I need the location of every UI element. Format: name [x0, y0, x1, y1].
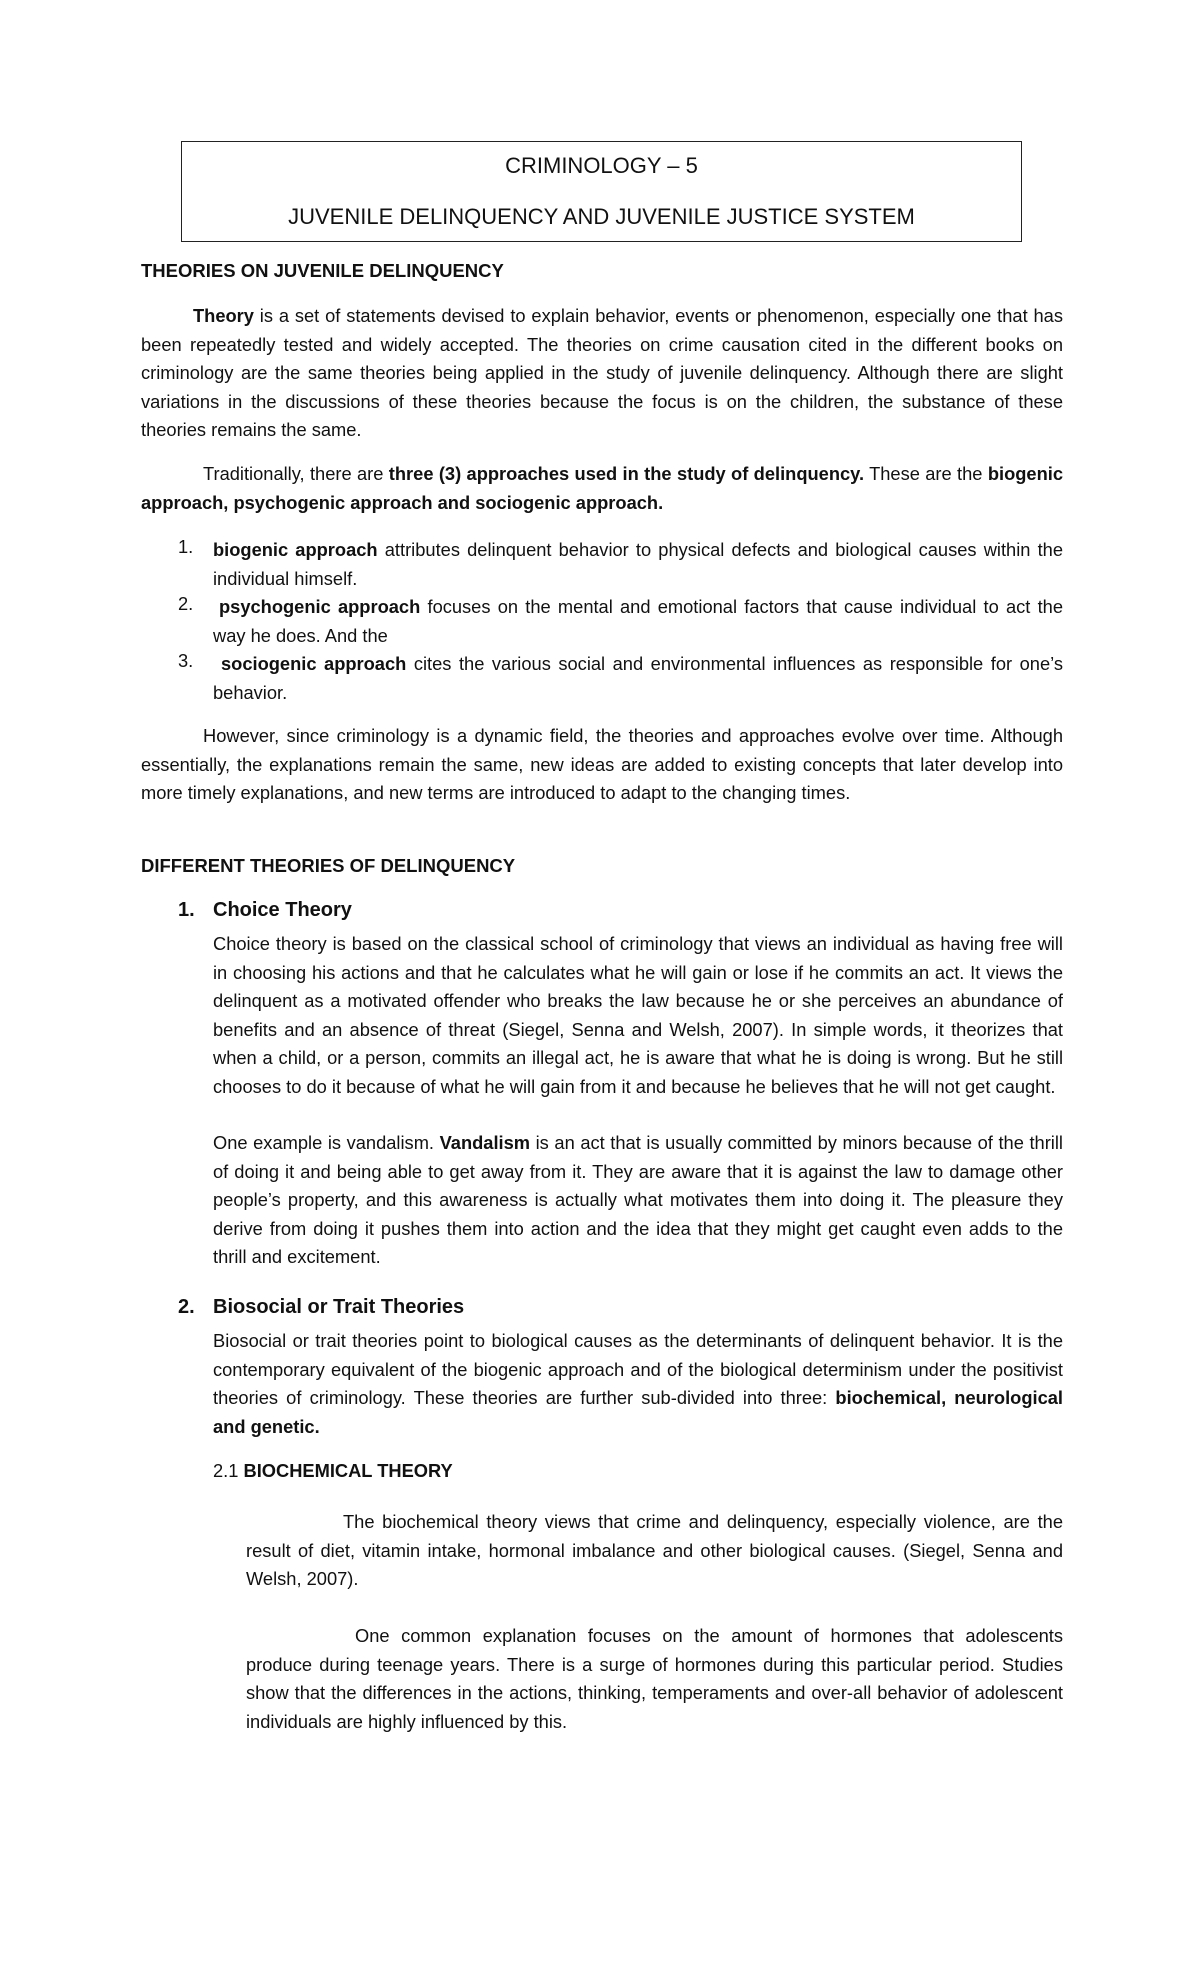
biochemical-subheading	[213, 1460, 453, 1482]
approaches-count: three (3) approaches used in the study of delinquency.	[388, 463, 865, 484]
biogenic-term: biogenic approach	[213, 539, 378, 560]
list-item-biogenic	[213, 536, 1063, 593]
approaches-connector: These are the	[864, 463, 988, 484]
biogenic-text: attributes delinquent behavior to physical defects and biological causes within the individual himself.	[213, 539, 1063, 589]
psychogenic-term: psychogenic approach	[219, 596, 421, 617]
biochemical-title: BIOCHEMICAL THEORY	[243, 1460, 453, 1481]
list-number-3: 3.	[178, 650, 194, 671]
approaches-paragraph	[141, 460, 1063, 517]
vandalism-paragraph	[213, 1129, 1063, 1272]
theory-term: Theory	[193, 305, 254, 326]
section-heading-theories: THEORIES ON JUVENILE DELINQUENCY	[141, 260, 504, 281]
biosocial-theory-title: Biosocial or Trait Theories	[213, 1296, 465, 1318]
sociogenic-text: cites the various social and environmental influences as responsible for one’s behavior.	[213, 653, 1063, 703]
approaches-intro: Traditionally, there are	[203, 463, 389, 484]
choice-theory-paragraph: Choice theory is based on the classical school of criminology that views an individual as having free will in choosing his actions and that he calculates what he will gain or lose if he commits an act. It views the delinquent as a motivated offender who breaks the law because he or she perceives an abundance of benefits and an absence of threat (Siegel, Senna and Welsh, 2007). In simple words, it theorizes that when a child, or a person, commits an illegal act, he is aware that what he is doing is wrong. But he still chooses to do it because of what he will gain from it and because he believes that he will not get caught.	[213, 933, 1063, 1097]
vandalism-intro: One example is vandalism.	[213, 1132, 440, 1153]
biosocial-subtypes: biochemical, neurological and genetic.	[213, 1387, 1063, 1437]
title-box	[181, 141, 1022, 242]
biosocial-theory-number: 2.	[178, 1296, 195, 1318]
sociogenic-term: sociogenic approach	[221, 653, 407, 674]
section-heading-different-theories: DIFFERENT THEORIES OF DELINQUENCY	[141, 855, 516, 876]
biosocial-paragraph	[213, 1327, 1063, 1441]
biochemical-number: 2.1	[213, 1460, 244, 1481]
hormones-paragraph: One common explanation focuses on the amount of hormones that adolescents produce during teenage years. There is a surge of hormones during this particular period. Studies show that the differences in the actions, thinking, temperaments and over-all behavior of adolescent individuals are highly influenced by this.	[246, 1625, 1063, 1732]
biosocial-text: Biosocial or trait theories point to biological causes as the determinants of delinquent behavior. It is the contemporary equivalent of the biogenic approach and of the biological determinism under the positivist theories of criminology. These theories are further sub-divided into three:	[213, 1330, 1063, 1408]
course-title: CRIMINOLOGY – 5	[505, 153, 698, 178]
list-item-psychogenic	[213, 593, 1063, 650]
list-item-sociogenic	[213, 650, 1063, 707]
theory-definition-paragraph	[141, 302, 1063, 445]
list-number-2: 2.	[178, 593, 194, 614]
biochemical-paragraph: The biochemical theory views that crime and delinquency, especially violence, are the result of diet, vitamin intake, hormonal imbalance and other biological causes. (Siegel, Senna and Welsh, 2007).	[246, 1511, 1063, 1589]
vandalism-term: Vandalism	[439, 1132, 531, 1153]
theory-definition-text: is a set of statements devised to explain behavior, events or phenomenon, especially one that has been repeatedly tested and widely accepted. The theories on crime causation cited in the different books on criminology are the same theories being applied in the study of juvenile delinquency. Although there are slight variations in the discussions of these theories because the focus is on the children, the substance of these theories remains the same.	[141, 305, 1063, 440]
dynamic-field-paragraph: However, since criminology is a dynamic field, the theories and approaches evolve over time. Although essentially, the explanations remain the same, new ideas are added to existing concepts that later develop into more timely explanations, and new terms are introduced to adapt to the changing times.	[141, 725, 1063, 803]
psychogenic-text: focuses on the mental and emotional factors that cause individual to act the way he does. And the	[213, 596, 1063, 646]
choice-theory-title: Choice Theory	[213, 899, 352, 921]
choice-theory-number: 1.	[178, 899, 195, 921]
approaches-names: biogenic approach, psychogenic approach and sociogenic approach.	[141, 463, 1063, 513]
vandalism-text: is an act that is usually committed by minors because of the thrill of doing it and being able to get away from it. They are aware that it is against the law to damage other people’s property, and this awareness is actually what motivates them into doing it. The pleasure they derive from doing it pushes them into action and the idea that they might get caught even adds to the thrill and excitement.	[213, 1132, 1063, 1267]
subject-title: JUVENILE DELINQUENCY AND JUVENILE JUSTICE SYSTEM	[288, 204, 915, 229]
list-number-1: 1.	[178, 536, 194, 557]
